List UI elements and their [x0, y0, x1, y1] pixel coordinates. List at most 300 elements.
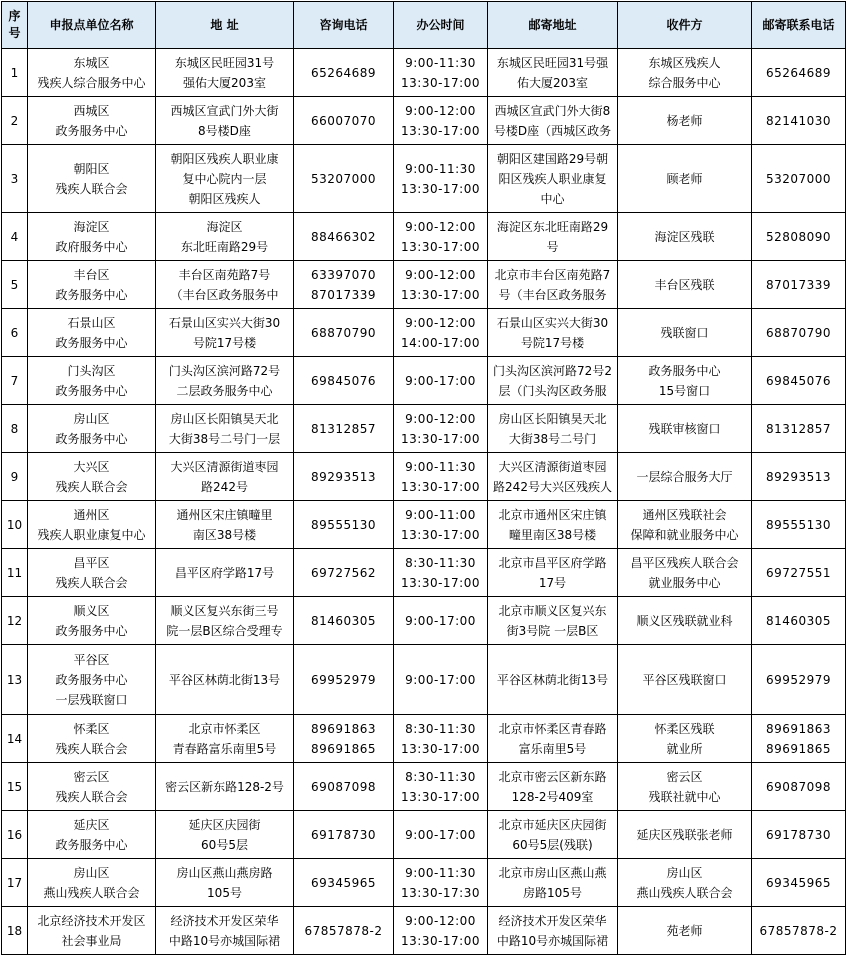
cell-hours-line: 13:30-17:00: [401, 431, 480, 446]
cell-phone: [294, 309, 394, 357]
cell-mail-address-line: 房路105号: [523, 885, 582, 900]
cell-mail-phone: [752, 145, 846, 213]
cell-mail-phone: [752, 97, 846, 145]
cell-unit-line: 政务服务中心: [55, 335, 128, 350]
cell-unit-line: 政务服务中心: [55, 837, 128, 852]
cell-address-line: 60号5层: [201, 837, 248, 852]
cell-unit-line: 北京经济技术开发区: [37, 913, 146, 928]
cell-address-line: 南区38号楼: [192, 527, 257, 542]
table-row: [2, 549, 846, 597]
header-unit: 申报点单位名称: [28, 2, 156, 49]
cell-address-line: 路242号: [201, 479, 248, 494]
cell-hours-line: 9:00-12:00: [405, 103, 476, 118]
cell-recipient-line: 顾老师: [666, 171, 703, 186]
cell-address: [156, 715, 294, 763]
cell-unit-line: 顺义区: [73, 603, 110, 618]
cell-unit: [28, 597, 156, 645]
cell-mail-phone: [752, 261, 846, 309]
header-mail-phone: 邮寄联系电话: [752, 2, 846, 49]
cell-unit-line: 政务服务中心: [55, 287, 128, 302]
cell-no: 13: [2, 645, 28, 715]
cell-unit-line: 残疾人职业康复中心: [37, 527, 146, 542]
cell-hours: [394, 261, 488, 309]
cell-address: [156, 145, 294, 213]
cell-address: [156, 645, 294, 715]
cell-recipient-line: 保障和就业服务中心: [630, 527, 739, 542]
cell-address-line: 西城区宣武门外大街: [170, 103, 279, 118]
cell-unit-line: 朝阳区: [73, 161, 110, 176]
cell-unit: [28, 859, 156, 907]
cell-phone: [294, 763, 394, 811]
cell-unit-line: 门头沟区: [67, 363, 116, 378]
cell-mail-address-line: 大街38号二号门: [508, 431, 597, 446]
cell-recipient-line: 平谷区残联窗口: [642, 672, 727, 687]
cell-recipient: [618, 763, 752, 811]
cell-hours: [394, 597, 488, 645]
cell-mail-phone-line: 81460305: [765, 613, 832, 628]
cell-hours-line: 9:00-11:30: [405, 865, 476, 880]
cell-phone: [294, 49, 394, 97]
cell-mail-phone-line: 89691863: [765, 721, 832, 736]
cell-address: [156, 261, 294, 309]
cell-phone: [294, 453, 394, 501]
cell-phone-line: 81460305: [310, 613, 377, 628]
cell-mail-phone: [752, 645, 846, 715]
cell-recipient-line: 杨老师: [666, 113, 703, 128]
cell-hours-line: 13:30-17:00: [401, 933, 480, 948]
cell-phone-line: 88466302: [310, 229, 377, 244]
cell-no: 2: [2, 97, 28, 145]
cell-no: 18: [2, 907, 28, 955]
cell-hours: [394, 907, 488, 955]
cell-mail-address-line: 层（门头沟区政务服: [498, 383, 607, 398]
cell-mail-phone-line: 69845076: [765, 373, 832, 388]
cell-mail-phone-line: 68870790: [765, 325, 832, 340]
cell-unit-line: 残疾人综合服务中心: [37, 75, 146, 90]
cell-unit-line: 延庆区: [73, 817, 110, 832]
table-row: [2, 597, 846, 645]
cell-address-line: 大兴区清源街道枣园: [170, 459, 279, 474]
cell-unit-line: 怀柔区: [73, 721, 110, 736]
cell-phone: [294, 907, 394, 955]
cell-mail-address: [488, 501, 618, 549]
table-row: [2, 811, 846, 859]
cell-address: [156, 549, 294, 597]
cell-hours: [394, 645, 488, 715]
cell-mail-phone-line: 82141030: [765, 113, 832, 128]
cell-recipient-line: 昌平区残疾人联合会: [630, 555, 739, 570]
cell-phone: [294, 501, 394, 549]
cell-phone-line: 69952979: [310, 672, 377, 687]
cell-phone-line: 69178730: [310, 827, 377, 842]
cell-unit: [28, 645, 156, 715]
cell-mail-address-line: 号楼D座（西城区政务: [493, 123, 612, 138]
cell-mail-address-line: 经济技术开发区荣华: [498, 913, 607, 928]
cell-address-line: 朝阳区残疾人职业康: [170, 151, 279, 166]
cell-mail-address: [488, 811, 618, 859]
header-hours: 办公时间: [394, 2, 488, 49]
cell-recipient-line: 顺义区残联就业科: [636, 613, 733, 628]
cell-unit-line: 政府服务中心: [55, 239, 128, 254]
cell-address: [156, 309, 294, 357]
cell-no: 17: [2, 859, 28, 907]
cell-phone-line: 69727562: [310, 565, 377, 580]
cell-mail-address-line: 号: [546, 239, 559, 254]
cell-phone-line: 69845076: [310, 373, 377, 388]
cell-mail-phone: [752, 213, 846, 261]
header-no: 序号: [2, 2, 28, 49]
table-row: [2, 453, 846, 501]
cell-mail-address-line: 号院17号楼: [520, 335, 585, 350]
cell-no: 16: [2, 811, 28, 859]
cell-mail-address: [488, 309, 618, 357]
cell-recipient-line: 残联窗口: [660, 325, 709, 340]
cell-no: 8: [2, 405, 28, 453]
cell-recipient-line: 苑老师: [666, 923, 703, 938]
cell-address-line: 平谷区林荫北街13号: [168, 672, 281, 687]
cell-recipient: [618, 715, 752, 763]
cell-phone: [294, 97, 394, 145]
cell-unit: [28, 145, 156, 213]
cell-address-line: 顺义区复兴东街三号: [170, 603, 279, 618]
cell-phone: [294, 811, 394, 859]
cell-hours-line: 13:30-17:00: [401, 287, 480, 302]
cell-address: [156, 453, 294, 501]
cell-hours-line: 8:30-11:30: [405, 555, 476, 570]
cell-unit-line: 政务服务中心: [55, 431, 128, 446]
cell-no: 9: [2, 453, 28, 501]
cell-no: 5: [2, 261, 28, 309]
header-row: [2, 2, 846, 49]
cell-address: [156, 97, 294, 145]
cell-hours-line: 9:00-17:00: [405, 672, 476, 687]
cell-mail-address: [488, 213, 618, 261]
cell-recipient: [618, 309, 752, 357]
cell-address-line: （丰台区政务服务中: [170, 287, 279, 302]
cell-mail-address: [488, 357, 618, 405]
cell-unit-line: 昌平区: [73, 555, 110, 570]
cell-address-line: 大街38号二号门一层: [168, 431, 281, 446]
cell-phone-line: 65264689: [310, 65, 377, 80]
cell-hours-line: 9:00-12:00: [405, 267, 476, 282]
cell-address: [156, 597, 294, 645]
cell-address-line: 石景山区实兴大街30: [168, 315, 281, 330]
cell-hours-line: 9:00-12:00: [405, 315, 476, 330]
cell-hours-line: 13:30-17:00: [401, 123, 480, 138]
cell-mail-phone: [752, 453, 846, 501]
cell-mail-phone-line: 52808090: [765, 229, 832, 244]
cell-phone-line: 69087098: [310, 779, 377, 794]
cell-mail-address-line: 朝阳区建国路29号朝: [496, 151, 609, 166]
office-table: [1, 1, 846, 955]
cell-no: 10: [2, 501, 28, 549]
cell-mail-address: [488, 645, 618, 715]
cell-unit: [28, 213, 156, 261]
cell-mail-address-line: 石景山区实兴大街30: [496, 315, 609, 330]
cell-address: [156, 501, 294, 549]
cell-phone-line: 67857878-2: [304, 923, 383, 938]
table-row: [2, 357, 846, 405]
cell-hours: [394, 49, 488, 97]
cell-hours: [394, 453, 488, 501]
cell-unit-line: 房山区: [73, 865, 110, 880]
cell-mail-address-line: 佑大厦203室: [517, 75, 588, 90]
cell-phone-line: 89691863: [310, 721, 377, 736]
cell-address: [156, 405, 294, 453]
cell-hours-line: 9:00-12:00: [405, 219, 476, 234]
cell-unit-line: 海淀区: [73, 219, 110, 234]
header-address: 地 址: [156, 2, 294, 49]
table-row: [2, 763, 846, 811]
cell-hours: [394, 213, 488, 261]
cell-address: [156, 763, 294, 811]
cell-address: [156, 811, 294, 859]
cell-mail-address-line: 北京市怀柔区青春路: [498, 721, 607, 736]
cell-mail-address: [488, 715, 618, 763]
cell-unit-line: 社会事业局: [61, 933, 122, 948]
cell-hours-line: 9:00-12:00: [405, 411, 476, 426]
cell-recipient: [618, 97, 752, 145]
cell-unit-line: 丰台区: [73, 267, 110, 282]
cell-mail-phone: [752, 309, 846, 357]
cell-recipient: [618, 261, 752, 309]
cell-phone: [294, 145, 394, 213]
cell-mail-phone-line: 89555130: [765, 517, 832, 532]
cell-recipient: [618, 907, 752, 955]
cell-mail-address-line: 北京市昌平区府学路: [498, 555, 607, 570]
cell-hours: [394, 763, 488, 811]
cell-phone-line: 53207000: [310, 171, 377, 186]
cell-recipient-line: 政务服务中心: [648, 363, 721, 378]
cell-recipient-line: 海淀区残联: [654, 229, 715, 244]
cell-mail-address: [488, 405, 618, 453]
cell-hours-line: 13:30-17:00: [401, 239, 480, 254]
cell-mail-phone: [752, 501, 846, 549]
cell-address-line: 复中心院内一层: [182, 171, 267, 186]
cell-hours-line: 8:30-11:30: [405, 721, 476, 736]
cell-phone-line: 87017339: [310, 287, 377, 302]
cell-recipient: [618, 859, 752, 907]
cell-hours: [394, 549, 488, 597]
cell-recipient-line: 就业服务中心: [648, 575, 721, 590]
cell-hours-line: 9:00-17:00: [405, 613, 476, 628]
cell-hours-line: 13:30-17:00: [401, 575, 480, 590]
cell-recipient: [618, 145, 752, 213]
cell-mail-address: [488, 145, 618, 213]
cell-phone: [294, 715, 394, 763]
cell-address-line: 院一层B区综合受理专: [166, 623, 283, 638]
cell-phone-line: 68870790: [310, 325, 377, 340]
cell-recipient: [618, 501, 752, 549]
cell-mail-address: [488, 49, 618, 97]
cell-recipient-line: 15号窗口: [658, 383, 711, 398]
cell-address-line: 通州区宋庄镇疃里: [176, 507, 273, 522]
cell-recipient-line: 怀柔区残联: [654, 721, 715, 736]
cell-mail-phone-line: 89293513: [765, 469, 832, 484]
cell-mail-phone: [752, 715, 846, 763]
cell-address-line: 朝阳区残疾人: [188, 191, 261, 206]
cell-mail-address-line: 大兴区清源街道枣园: [498, 459, 607, 474]
cell-address: [156, 859, 294, 907]
cell-unit: [28, 405, 156, 453]
cell-hours-line: 13:30-17:00: [401, 75, 480, 90]
cell-hours: [394, 309, 488, 357]
cell-hours: [394, 859, 488, 907]
cell-unit: [28, 97, 156, 145]
table-row: [2, 645, 846, 715]
cell-phone-line: 89691865: [310, 741, 377, 756]
cell-unit-line: 房山区: [73, 411, 110, 426]
table-row: [2, 907, 846, 955]
cell-unit-line: 平谷区: [73, 652, 110, 667]
cell-hours-line: 14:00-17:00: [401, 335, 480, 350]
cell-mail-phone-line: 81312857: [765, 421, 832, 436]
cell-mail-phone: [752, 549, 846, 597]
cell-phone-line: 89555130: [310, 517, 377, 532]
cell-mail-phone-line: 69952979: [765, 672, 832, 687]
cell-phone: [294, 859, 394, 907]
cell-mail-phone: [752, 49, 846, 97]
cell-address: [156, 49, 294, 97]
table-row: [2, 145, 846, 213]
cell-mail-address-line: 60号5层(残联): [512, 837, 593, 852]
cell-mail-address-line: 西城区宣武门外大街8: [494, 103, 611, 118]
header-phone: 咨询电话: [294, 2, 394, 49]
cell-mail-phone-line: 69178730: [765, 827, 832, 842]
cell-hours-line: 9:00-12:00: [405, 913, 476, 928]
cell-recipient-line: 东城区残疾人: [648, 55, 721, 70]
cell-mail-address: [488, 597, 618, 645]
cell-hours-line: 9:00-11:30: [405, 459, 476, 474]
cell-no: 6: [2, 309, 28, 357]
cell-mail-address-line: 号（丰台区政务服务: [498, 287, 607, 302]
cell-address-line: 海淀区: [206, 219, 243, 234]
cell-unit-line: 残疾人联合会: [55, 741, 128, 756]
table-row: [2, 501, 846, 549]
table-row: [2, 213, 846, 261]
cell-mail-address-line: 17号: [538, 575, 567, 590]
cell-address-line: 东城区民旺园31号: [174, 55, 275, 70]
cell-address-line: 北京市怀柔区: [188, 721, 261, 736]
cell-address-line: 密云区新东路128-2号: [165, 779, 284, 794]
cell-mail-address-line: 东城区民旺园31号强: [496, 55, 609, 70]
table-row: [2, 49, 846, 97]
cell-hours: [394, 501, 488, 549]
cell-hours-line: 9:00-11:30: [405, 161, 476, 176]
header-mail-address: 邮寄地址: [488, 2, 618, 49]
cell-mail-address: [488, 453, 618, 501]
cell-mail-address-line: 房山区长阳镇昊天北: [498, 411, 607, 426]
cell-hours-line: 13:30-17:00: [401, 181, 480, 196]
cell-hours-line: 13:30-17:30: [401, 885, 480, 900]
cell-address: [156, 907, 294, 955]
cell-mail-phone: [752, 811, 846, 859]
cell-unit-line: 东城区: [73, 55, 110, 70]
cell-recipient: [618, 357, 752, 405]
cell-mail-address: [488, 549, 618, 597]
cell-recipient: [618, 811, 752, 859]
cell-hours-line: 8:30-11:30: [405, 769, 476, 784]
cell-mail-address-line: 富乐南里5号: [518, 741, 587, 756]
cell-unit-line: 大兴区: [73, 459, 110, 474]
cell-phone: [294, 549, 394, 597]
cell-hours: [394, 811, 488, 859]
cell-unit-line: 残疾人联合会: [55, 789, 128, 804]
cell-recipient-line: 一层综合服务大厅: [636, 469, 733, 484]
cell-address-line: 经济技术开发区荣华: [170, 913, 279, 928]
cell-mail-address-line: 北京市密云区新东路: [498, 769, 607, 784]
cell-no: 14: [2, 715, 28, 763]
cell-mail-address-line: 阳区残疾人职业康复: [498, 171, 607, 186]
cell-mail-address-line: 北京市通州区宋庄镇: [498, 507, 607, 522]
cell-mail-phone: [752, 763, 846, 811]
cell-recipient: [618, 213, 752, 261]
cell-unit: [28, 763, 156, 811]
table-row: [2, 405, 846, 453]
table-row: [2, 715, 846, 763]
cell-unit-line: 政务服务中心: [55, 672, 128, 687]
cell-unit: [28, 501, 156, 549]
cell-address-line: 延庆区庆园街: [188, 817, 261, 832]
cell-address: [156, 213, 294, 261]
cell-mail-phone-line: 87017339: [765, 277, 832, 292]
cell-phone-line: 69345965: [310, 875, 377, 890]
cell-phone: [294, 645, 394, 715]
cell-mail-address-line: 北京市房山区燕山燕: [498, 865, 607, 880]
cell-recipient-line: 残联审核窗口: [648, 421, 721, 436]
cell-mail-address-line: 路242号大兴区残疾人: [493, 479, 612, 494]
cell-no: 15: [2, 763, 28, 811]
cell-mail-address-line: 门头沟区滨河路72号2: [493, 363, 612, 378]
cell-mail-phone-line: 67857878-2: [759, 923, 838, 938]
cell-recipient-line: 密云区: [666, 769, 703, 784]
cell-mail-address: [488, 261, 618, 309]
cell-mail-phone: [752, 597, 846, 645]
cell-recipient: [618, 405, 752, 453]
cell-unit-line: 政务服务中心: [55, 623, 128, 638]
cell-recipient-line: 延庆区残联张老师: [636, 827, 733, 842]
cell-mail-address-line: 中路10号亦城国际裙: [496, 933, 609, 948]
cell-mail-phone-line: 69345965: [765, 875, 832, 890]
cell-unit: [28, 453, 156, 501]
cell-no: 3: [2, 145, 28, 213]
cell-mail-phone-line: 69727551: [765, 565, 832, 580]
cell-address-line: 房山区长阳镇昊天北: [170, 411, 279, 426]
cell-unit-line: 残疾人联合会: [55, 479, 128, 494]
cell-hours-line: 9:00-11:00: [405, 507, 476, 522]
cell-no: 1: [2, 49, 28, 97]
cell-hours: [394, 405, 488, 453]
cell-mail-phone: [752, 405, 846, 453]
cell-recipient-line: 综合服务中心: [648, 75, 721, 90]
cell-no: 12: [2, 597, 28, 645]
cell-recipient-line: 通州区残联社会: [642, 507, 727, 522]
cell-unit-line: 一层残联窗口: [55, 692, 128, 707]
cell-hours: [394, 357, 488, 405]
cell-phone-line: 66007070: [310, 113, 377, 128]
cell-mail-address-line: 平谷区林荫北街13号: [496, 672, 609, 687]
cell-hours-line: 13:30-17:00: [401, 527, 480, 542]
cell-address-line: 105号: [207, 885, 242, 900]
cell-address-line: 昌平区府学路17号: [174, 565, 275, 580]
cell-address-line: 二层政务服务中心: [176, 383, 273, 398]
cell-phone: [294, 261, 394, 309]
cell-unit: [28, 811, 156, 859]
table-row: [2, 261, 846, 309]
cell-unit: [28, 309, 156, 357]
cell-recipient: [618, 549, 752, 597]
table-body: [2, 49, 846, 955]
